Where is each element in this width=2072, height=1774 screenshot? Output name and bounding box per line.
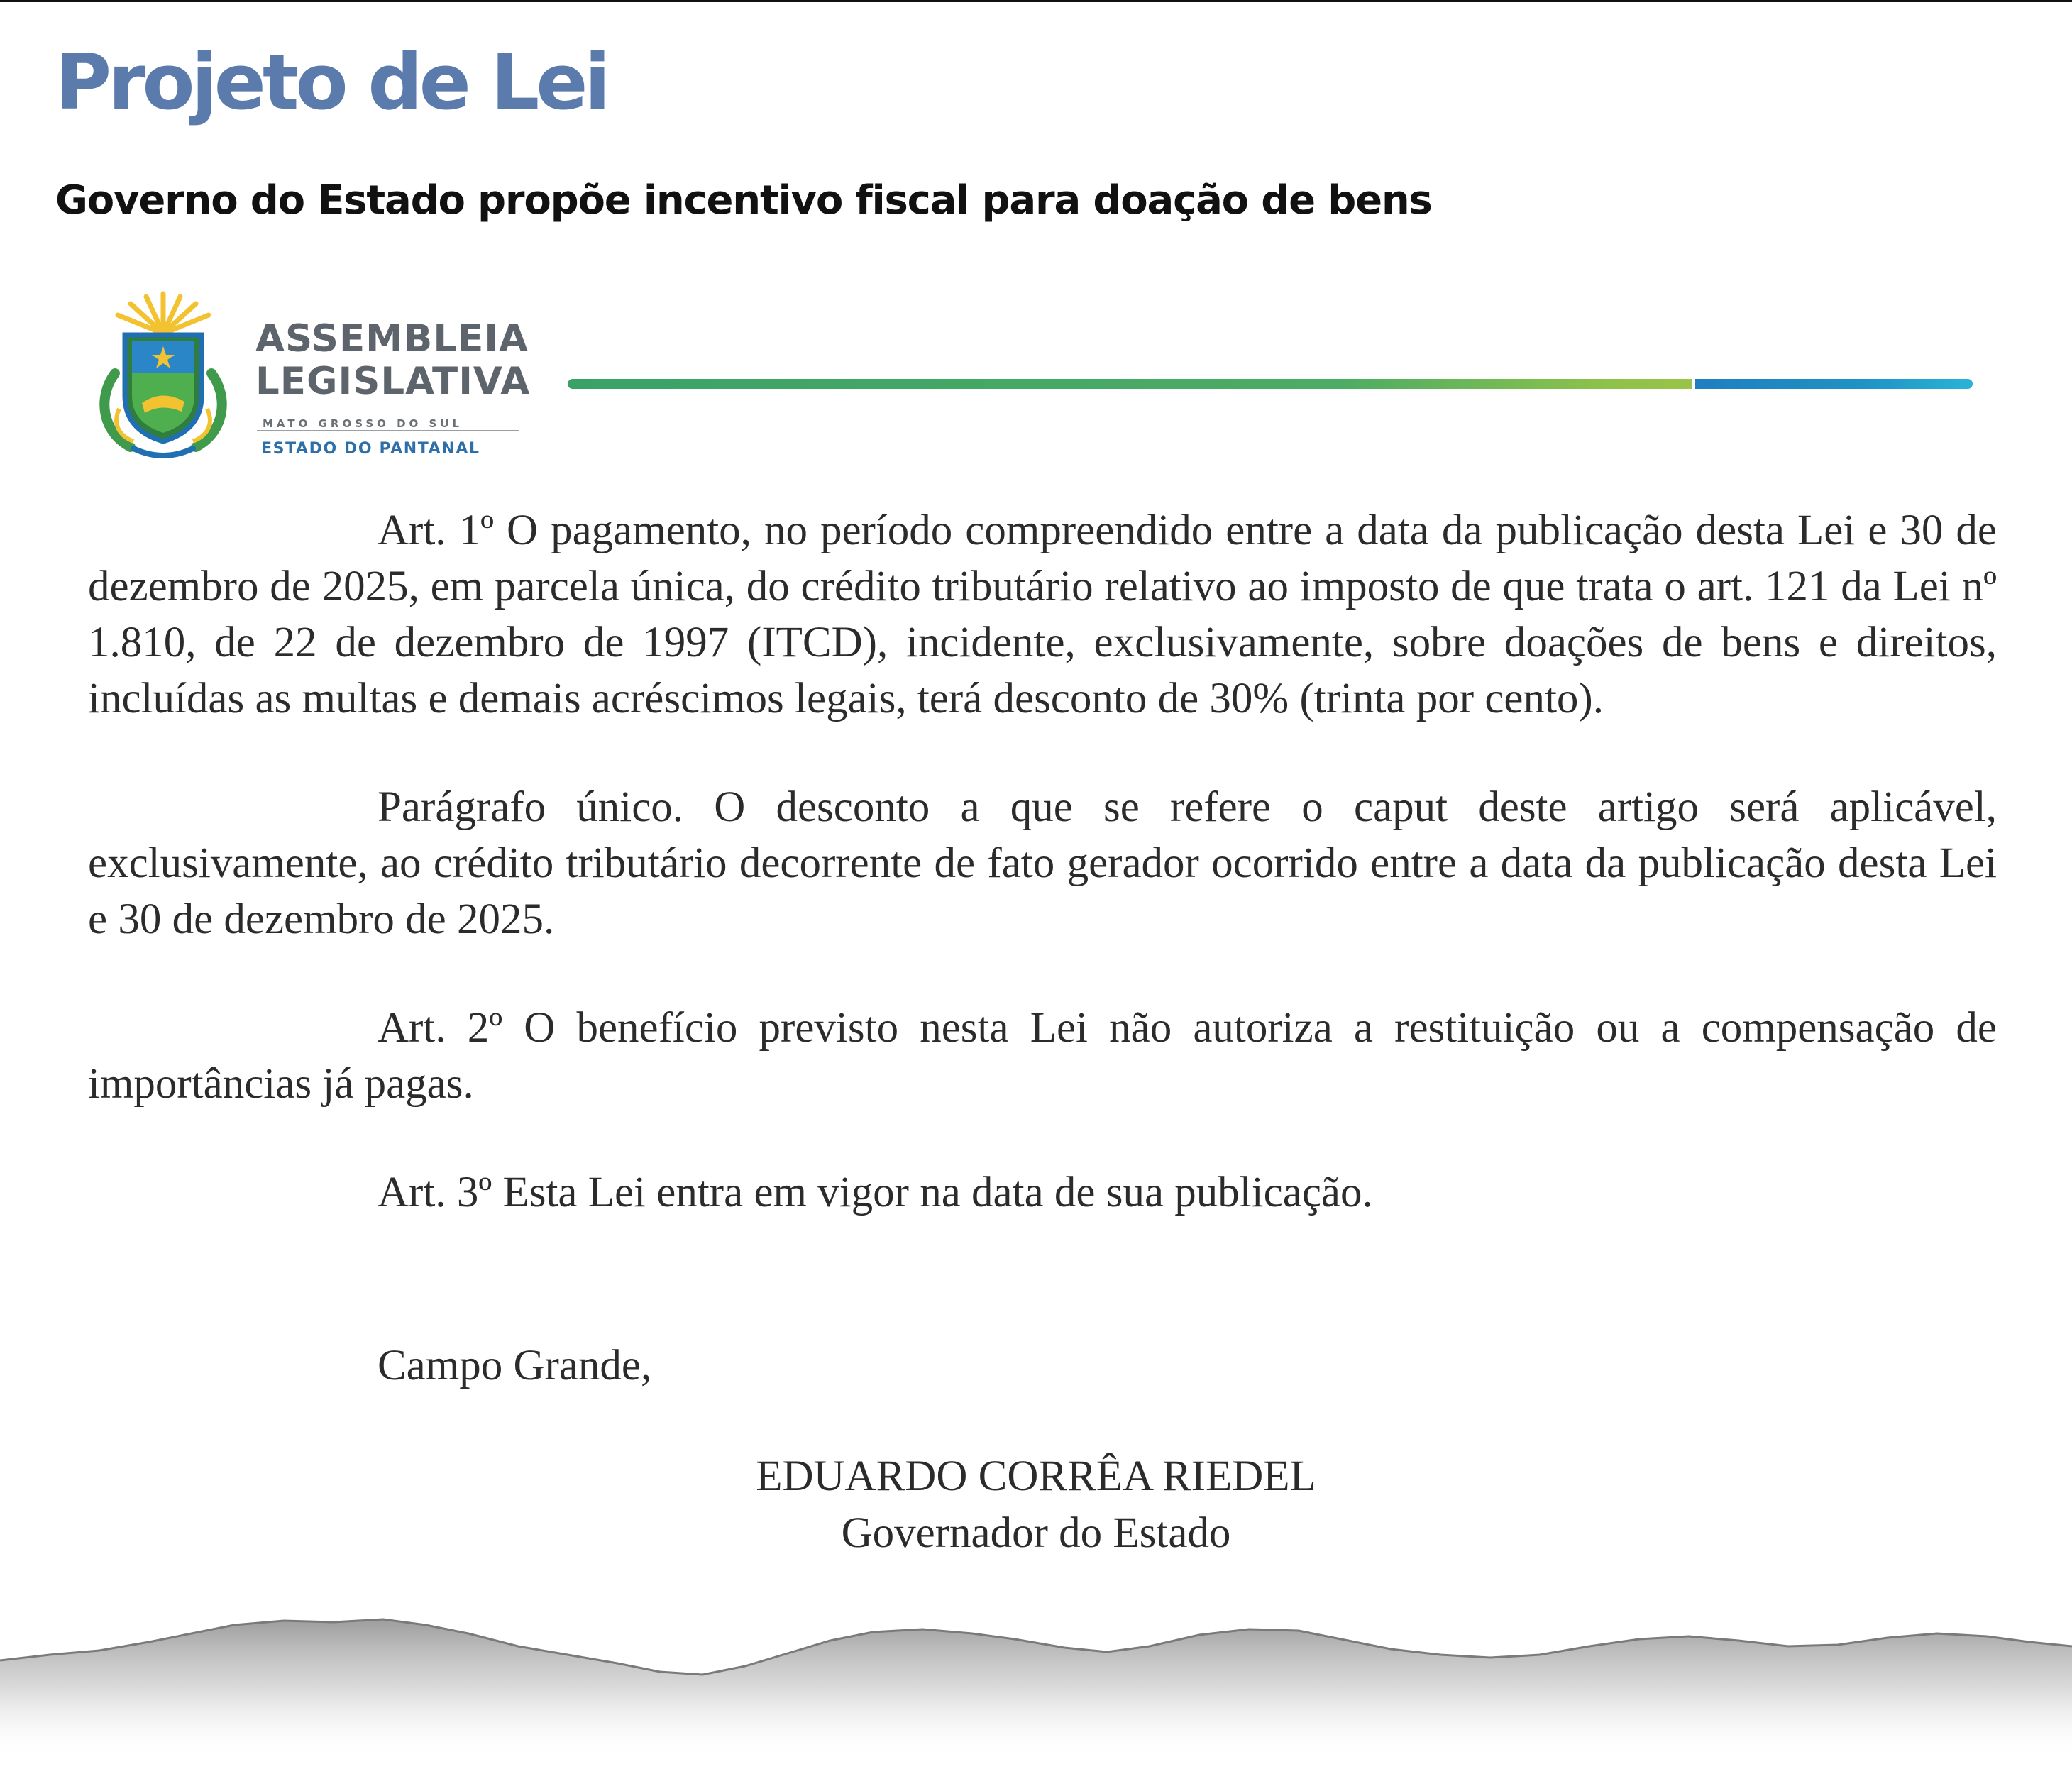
article-headline: Governo do Estado propõe incentivo fiscal para doação de bens xyxy=(55,177,1432,224)
institution-state: MATO GROSSO DO SUL xyxy=(263,417,463,430)
section-kicker: Projeto de Lei xyxy=(55,38,607,127)
article-3-paragraph: Art. 3º Esta Lei entra em vigor na data de sua publicação. xyxy=(378,1169,1373,1216)
document-body xyxy=(88,502,1997,1221)
article-1-paragraph: Art. 1º O pagamento, no período compreendido entre a data da publicação desta Lei e 30 de dezembro de 2025, em parcela única, do crédito tributário relativo ao imposto de que trata o art. 121 da Lei nº 1.810, de 22 de dezembro de 1997 (ITCD), incidente, exclusivamente, sobre doações de bens e direitos, incluídas as multas e demais acréscimos legais, terá desconto de 30% (trinta por cento). xyxy=(88,507,1997,722)
coat-of-arms-icon xyxy=(91,290,236,460)
signatory-role: Governador do Estado xyxy=(841,1509,1231,1557)
institution-tagline: ESTADO DO PANTANAL xyxy=(261,440,480,458)
institution-line-2: LEGISLATIVA xyxy=(255,360,531,403)
signatory-name: EDUARDO CORRÊA RIEDEL xyxy=(756,1453,1316,1500)
top-rule xyxy=(0,0,2072,2)
place-line: Campo Grande, xyxy=(378,1342,652,1389)
torn-paper-edge xyxy=(0,1590,2072,1760)
institution-divider xyxy=(257,430,519,431)
article-2-paragraph: Art. 2º O benefício previsto nesta Lei não autoriza a restituição ou a compensação de importâncias já pagas. xyxy=(88,1004,1997,1108)
header-color-bar xyxy=(568,379,1973,389)
institution-name xyxy=(255,318,530,403)
sole-paragraph: Parágrafo único. O desconto a que se refere o caput deste artigo será aplicável, exclusivamente, ao crédito tributário decorrente de fato gerador ocorrido entre a data da publicação desta Lei e 30 de dezembro de 2025. xyxy=(88,783,1997,943)
institution-line-1: ASSEMBLEIA xyxy=(255,317,529,360)
